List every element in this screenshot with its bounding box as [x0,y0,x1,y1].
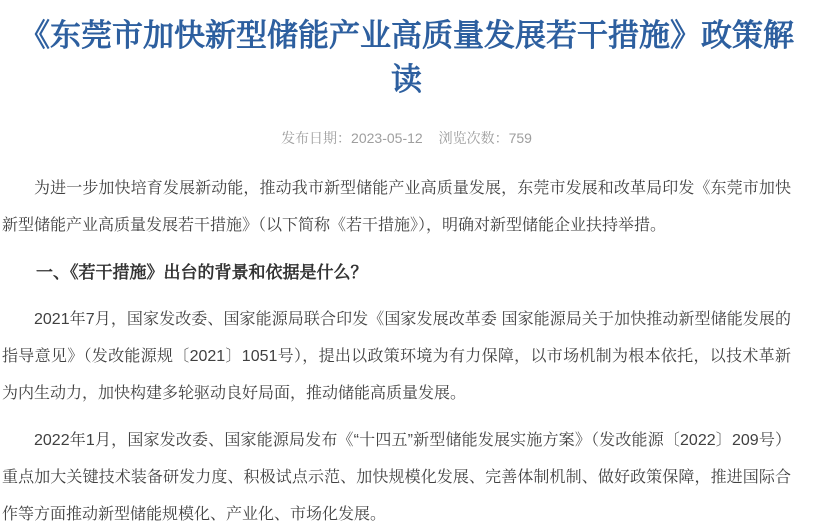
paragraph-2021: 2021年7月，国家发改委、国家能源局联合印发《国家发展改革委 国家能源局关于加快推动新型储能发展的指导意见》（发改能源规〔2021〕1051号），提出以政策环境为有力保障，以市场机制为根本依托，以技术革新为内生动力，加快构建多轮驱动良好局面，推动储能高质量发展。 [2,311,791,402]
article-body [0,170,813,524]
article-meta [0,128,813,148]
publish-date: 发布日期：2023-05-12 [281,130,423,146]
page-title: 《东莞市加快新型储能产业高质量发展若干措施》政策解读 [19,18,794,97]
section1-heading: 一、《若干措施》出台的背景和依据是什么？ [36,263,368,282]
intro-paragraph: 为进一步加快培育发展新动能，推动我市新型储能产业高质量发展，东莞市发展和改革局印发《东莞市加快新型储能产业高质量发展若干措施》（以下简称《若干措施》），明确对新型储能企业扶持举措。 [2,180,791,234]
paragraph-2022: 2022年1月，国家发改委、国家能源局发布《“十四五”新型储能发展实施方案》（发改能源〔2022〕209号）重点加大关键技术装备研发力度、积极试点示范、加快规模化发展、完善体制机制、做好政策保障，推进国际合作等方面推动新型储能规模化、产业化、市场化发展。 [2,432,791,523]
view-count: 浏览次数：759 [438,130,532,146]
